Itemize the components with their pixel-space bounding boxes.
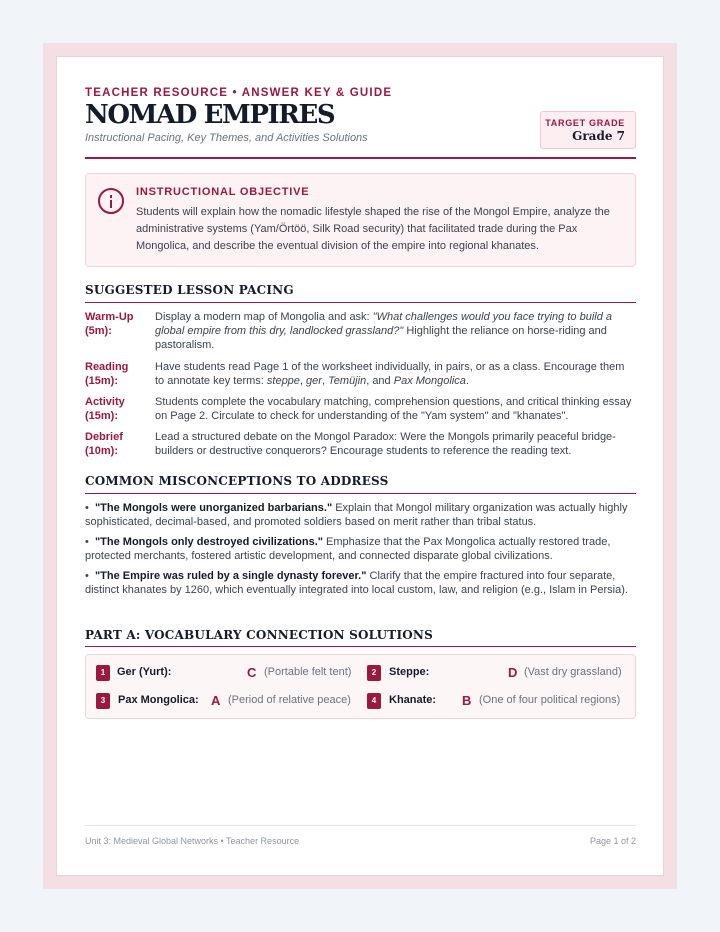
vocab-term: Khanate:	[389, 694, 437, 706]
resource-eyebrow: TEACHER RESOURCE • ANSWER KEY & GUIDE	[85, 87, 393, 99]
vocab-definition: (Portable felt tent)	[264, 666, 352, 678]
pacing-label: Activity (15m):	[85, 396, 125, 422]
grade-label: TARGET GRADE	[545, 118, 625, 128]
header-divider	[85, 157, 636, 159]
vocab-answer-letter: D	[508, 665, 518, 680]
misconception-item: • "The Mongols were unorganized barbarians." Explain that Mongol military organization was actually highly sophisticated, decimal-based, and promoted soldiers based on merit rather than tribal status.	[85, 502, 628, 528]
vocab-term: Pax Mongolica:	[118, 694, 199, 706]
footer-unit-label: Unit 3: Medieval Global Networks • Teacher Resource	[85, 836, 300, 846]
page-title: NOMAD EMPIRES	[85, 100, 335, 130]
vocab-answer-letter: A	[211, 693, 221, 708]
objective-text: Students will explain how the nomadic lifestyle shaped the rise of the Mongol Empire, analyze the administrative systems (Yam/Örtöö, Silk Road security) that facilitated trade during the Pax Mongolica, and describe the eventual division of the empire into regional khanates.	[136, 206, 610, 252]
misconception-item: • "The Mongols only destroyed civilizations." Emphasize that the Pax Mongolica actually restored trade, protected merchants, fostered artistic development, and connected disparate global civilizations.	[85, 536, 611, 562]
target-grade-badge	[540, 111, 636, 149]
page-subtitle: Instructional Pacing, Key Themes, and Activities Solutions	[85, 132, 368, 144]
misconceptions-divider	[85, 493, 636, 494]
vocab-number-badge: 1	[96, 665, 110, 681]
pacing-text: Lead a structured debate on the Mongol Paradox: Were the Mongols primarily peaceful bridge-builders or destructive conquerors? Encourage students to reference the reading text.	[155, 431, 616, 457]
vocab-definition: (One of four political regions)	[479, 694, 621, 706]
objective-title: INSTRUCTIONAL OBJECTIVE	[136, 186, 310, 198]
worksheet-page	[56, 56, 664, 876]
vocab-definition: (Period of relative peace)	[228, 694, 351, 706]
vocab-answer-letter: C	[247, 665, 257, 680]
vocab-number-badge: 2	[367, 665, 381, 681]
objective-box	[85, 173, 636, 267]
vocab-number-badge: 3	[96, 693, 110, 709]
pacing-label: Reading (15m):	[85, 361, 129, 387]
pacing-text: Students complete the vocabulary matching, comprehension questions, and critical thinking essay on Page 2. Circulate to check for understanding of the "Yam system" and "khanates".	[155, 396, 632, 422]
pacing-text: Have students read Page 1 of the worksheet individually, in pairs, or as a class. Encourage them to annotate key terms: steppe, ger, Temüjin, and Pax Mongolica.	[155, 361, 625, 387]
pacing-heading: SUGGESTED LESSON PACING	[85, 283, 294, 297]
footer-divider	[85, 825, 636, 826]
page-content	[85, 87, 636, 846]
vocab-solutions-box	[85, 654, 636, 719]
pacing-label: Warm-Up (5m):	[85, 311, 134, 337]
pacing-label: Debrief (10m):	[85, 431, 123, 457]
misconceptions-heading: COMMON MISCONCEPTIONS TO ADDRESS	[85, 474, 389, 488]
pacing-divider	[85, 302, 636, 303]
vocab-definition: (Vast dry grassland)	[524, 666, 622, 678]
vocab-answer-letter: B	[462, 693, 472, 708]
vocab-number-badge: 4	[367, 693, 381, 709]
vocab-term: Ger (Yurt):	[117, 666, 172, 678]
vocab-divider	[85, 646, 636, 647]
misconception-item: • "The Empire was ruled by a single dynasty forever." Clarify that the empire fractured into four separate, distinct khanates by 1260, which eventually integrated into local custom, law, and religion (e.g., Islam in Persia).	[85, 570, 628, 596]
info-icon	[98, 188, 124, 214]
vocab-term: Steppe:	[389, 666, 430, 678]
page-number: Page 1 of 2	[589, 836, 636, 846]
grade-value: Grade 7	[572, 129, 625, 143]
pacing-text: Display a modern map of Mongolia and ask: "What challenges would you face trying to build a global empire from this dry, landlocked grassland?" Highlight the reliance on horse-riding and pastoralism.	[155, 311, 612, 351]
vocab-heading: PART A: VOCABULARY CONNECTION SOLUTIONS	[85, 628, 433, 642]
